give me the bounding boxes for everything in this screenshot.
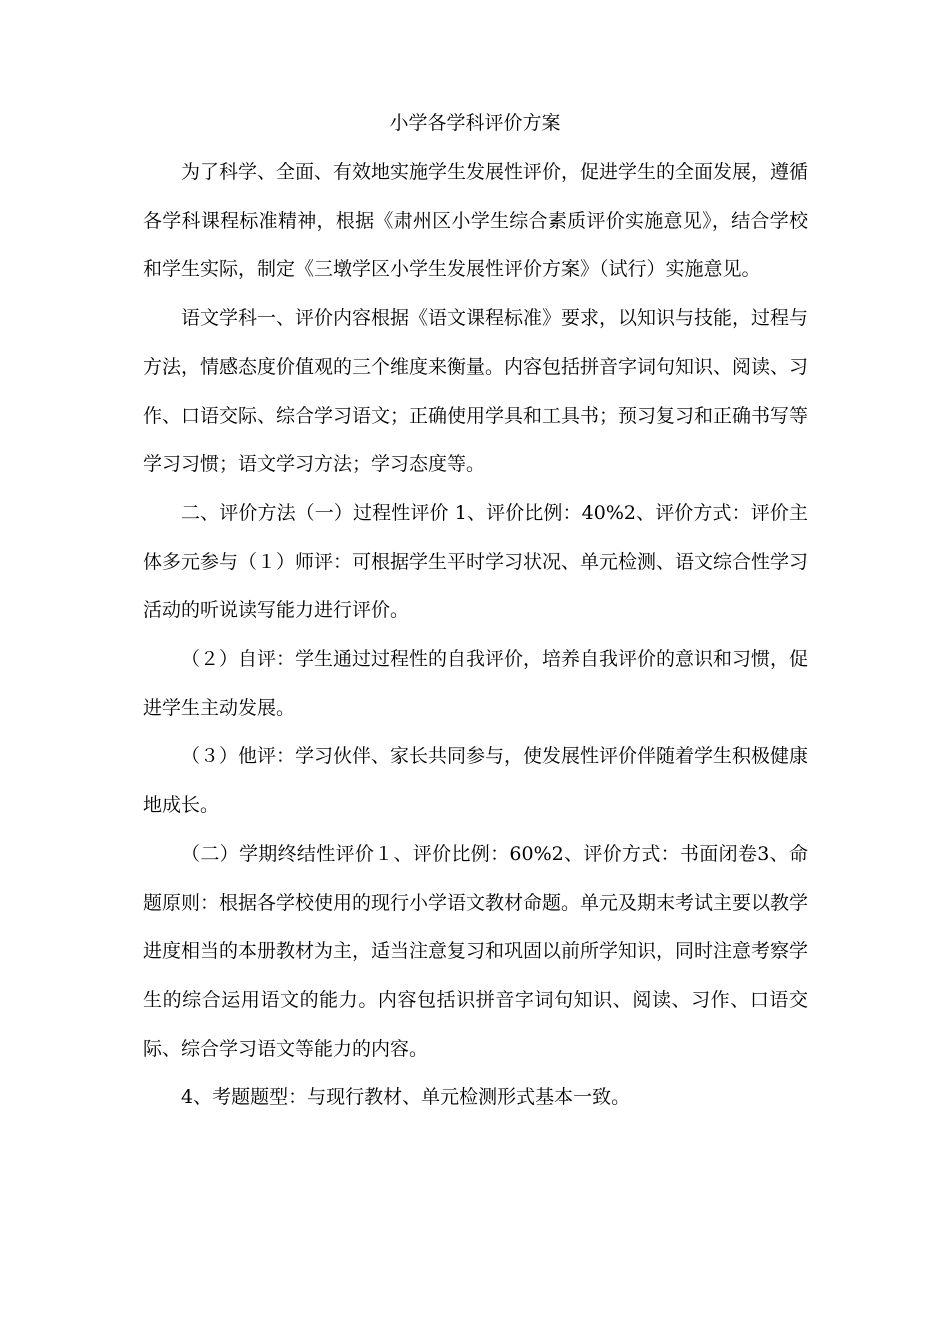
paragraph-self-evaluation: （２）自评：学生通过过程性的自我评价，培养自我评价的意识和习惯，促进学生主动发展。: [143, 648, 809, 719]
document-title: 小学各学科评价方案: [389, 112, 561, 134]
document-body: [143, 148, 808, 1122]
paragraph-intro: 为了科学、全面、有效地实施学生发展性评价，促进学生的全面发展，遵循各学科课程标准精神，根据《肃州区小学生综合素质评价实施意见》，结合学校和学生实际，制定《三墩学区小学生发展性评价方案》（试行）实施意见。: [143, 161, 809, 281]
paragraph-evaluation-method: 二、评价方法（一）过程性评价 1、评价比例：40%2、评价方式：评价主体多元参与（１）师评：可根据学生平时学习状况、单元检测、语文综合性学习活动的听说读写能力进行评价。: [143, 501, 809, 622]
paragraph-question-types: 4、考题题型：与现行教材、单元检测形式基本一致。: [181, 1086, 631, 1109]
paragraph-summative-evaluation: （二）学期终结性评价１、评价比例：60%2、评价方式：书面闭卷3、命题原则：根据各学校使用的现行小学语文教材命题。单元及期末考试主要以教学进度相当的本册教材为主，适当注意复习和巩固以前所学知识，同时注意考察学生的综合运用语文的能力。内容包括识拼音字词句知识、阅读、习作、口语交际、综合学习语文等能力的内容。: [143, 842, 809, 1060]
paragraph-peer-evaluation: （３）他评：学习伙伴、家长共同参与，使发展性评价伴随着学生积极健康地成长。: [143, 745, 809, 817]
paragraph-evaluation-content: 语文学科一、评价内容根据《语文课程标准》要求，以知识与技能，过程与方法，情感态度价值观的三个维度来衡量。内容包括拼音字词句知识、阅读、习作、口语交际、综合学习语文；正确使用学具和工具书；预习复习和正确书写等学习习惯；语文学习方法；学习态度等。: [143, 307, 809, 476]
